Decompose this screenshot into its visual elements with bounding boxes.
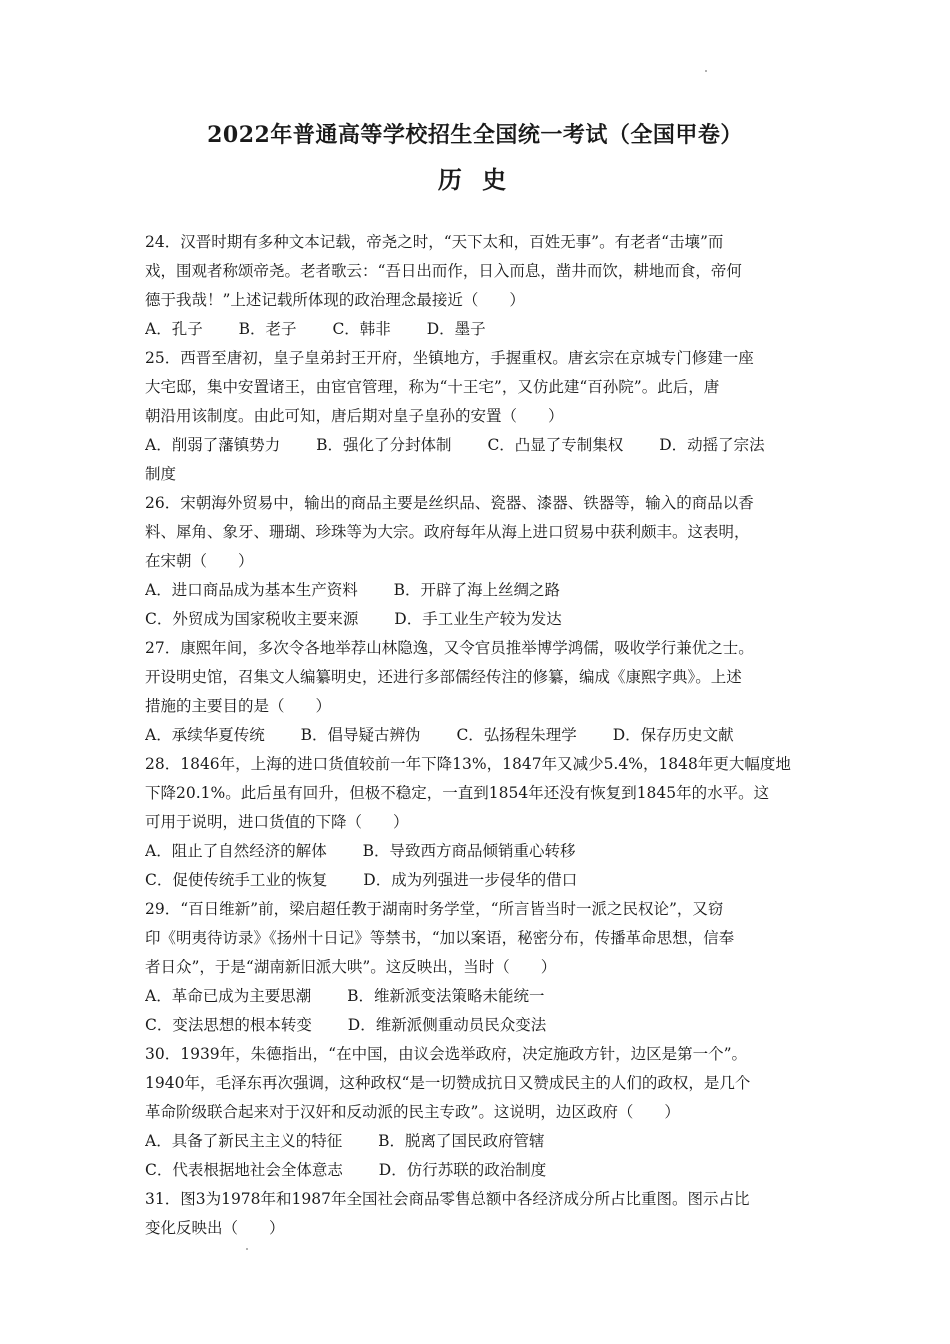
text-line: 德于我哉！”上述记载所体现的政治理念最接近（ ） (145, 291, 525, 309)
question-body (145, 228, 815, 1243)
text-line: 革命阶级联合起来对于汉奸和反动派的民主专政”。这说明，边区政府（ ） (145, 1103, 680, 1121)
options-line: A．承续华夏传统 B．倡导疑古辨伪 C．弘扬程朱理学 D．保存历史文献 (145, 726, 734, 744)
text-line: 31．图3为1978年和1987年全国社会商品零售总额中各经济成分所占比重图。图示占比 (145, 1190, 750, 1208)
options-line: C．代表根据地社会全体意志 D．仿行苏联的政治制度 (145, 1161, 547, 1179)
options-line: A．革命已成为主要思潮 B．维新派变法策略未能统一 (145, 987, 545, 1005)
scan-speck (246, 1248, 248, 1250)
text-line: 29．“百日维新”前，梁启超任教于湖南时务学堂，“所言皆当时一派之民权论”，又窃 (145, 900, 724, 918)
exam-title: 2022年普通高等学校招生全国统一考试（全国甲卷） (207, 122, 743, 148)
text-line: 朝沿用该制度。由此可知，唐后期对皇子皇孙的安置（ ） (145, 407, 564, 425)
text-line: 30．1939年，朱德指出，“在中国，由议会选举政府，决定施政方针，边区是第一个”。 (145, 1045, 748, 1063)
subject-title: 历 史 (437, 165, 513, 194)
options-line: A．进口商品成为基本生产资料 B．开辟了海上丝绸之路 (145, 581, 561, 599)
options-line: A．削弱了藩镇势力 B．强化了分封体制 C．凸显了专制集权 D．动摇了宗法 (145, 436, 765, 454)
text-line: 下降20.1%。此后虽有回升，但极不稳定，一直到1854年还没有恢复到1845年的水平。这 (145, 784, 770, 802)
text-line: 25．西晋至唐初，皇子皇弟封王开府，坐镇地方，手握重权。唐玄宗在京城专门修建一座 (145, 349, 754, 367)
text-line: 措施的主要目的是（ ） (145, 697, 332, 715)
options-line: A．孔子 B．老子 C．韩非 D．墨子 (145, 320, 486, 338)
text-line: 28．1846年，上海的进口货值较前一年下降13%，1847年又减少5.4%，1848年更大幅度地 (145, 755, 791, 773)
text-line: 在宋朝（ ） (145, 552, 254, 570)
text-line: 开设明史馆，召集文人编纂明史，还进行多部儒经传注的修纂，编成《康熙字典》。上述 (145, 668, 742, 686)
text-line: 大宅邸，集中安置诸王，由宦官管理，称为“十王宅”，又仿此建“百孙院”。此后，唐 (145, 378, 720, 396)
options-line: C．外贸成为国家税收主要来源 D．手工业生产较为发达 (145, 610, 562, 628)
text-line: 料、犀角、象牙、珊瑚、珍珠等为大宗。政府每年从海上进口贸易中获利颇丰。这表明， (145, 523, 750, 541)
text-line: 变化反映出（ ） (145, 1219, 285, 1237)
text-line: 印《明夷待访录》《扬州十日记》等禁书，“加以案语，秘密分布，传播革命思想，信奉 (145, 929, 735, 947)
text-line: 26．宋朝海外贸易中，输出的商品主要是丝织品、瓷器、漆器、铁器等，输入的商品以香 (145, 494, 754, 512)
text-line: 24．汉晋时期有多种文本记载，帝尧之时，“天下太和，百姓无事”。有老者“击壤”而 (145, 233, 724, 251)
options-line: A．具备了新民主主义的特征 B．脱离了国民政府管辖 (145, 1132, 545, 1150)
text-line: 可用于说明，进口货值的下降（ ） (145, 813, 409, 831)
text-line: 者日众”，于是“湖南新旧派大哄”。这反映出，当时（ ） (145, 958, 557, 976)
options-line: C．变法思想的根本转变 D．维新派侧重动员民众变法 (145, 1016, 547, 1034)
text-line: 27．康熙年间，多次令各地举荐山林隐逸，又令官员推举博学鸿儒，吸收学行兼优之士。 (145, 639, 754, 657)
scan-speck (705, 70, 707, 72)
text-line: 1940年，毛泽东再次强调，这种政权“是一切赞成抗日又赞成民主的人们的政权，是几个 (145, 1074, 751, 1092)
options-line: C．促使传统手工业的恢复 D．成为列强进一步侵华的借口 (145, 871, 578, 889)
options-line: A．阻止了自然经济的解体 B．导致西方商品倾销重心转移 (145, 842, 576, 860)
options-line: 制度 (145, 465, 177, 483)
text-line: 戏，围观者称颂帝尧。老者歌云：“吾日出而作，日入而息，凿井而饮，耕地而食，帝何 (145, 262, 742, 280)
